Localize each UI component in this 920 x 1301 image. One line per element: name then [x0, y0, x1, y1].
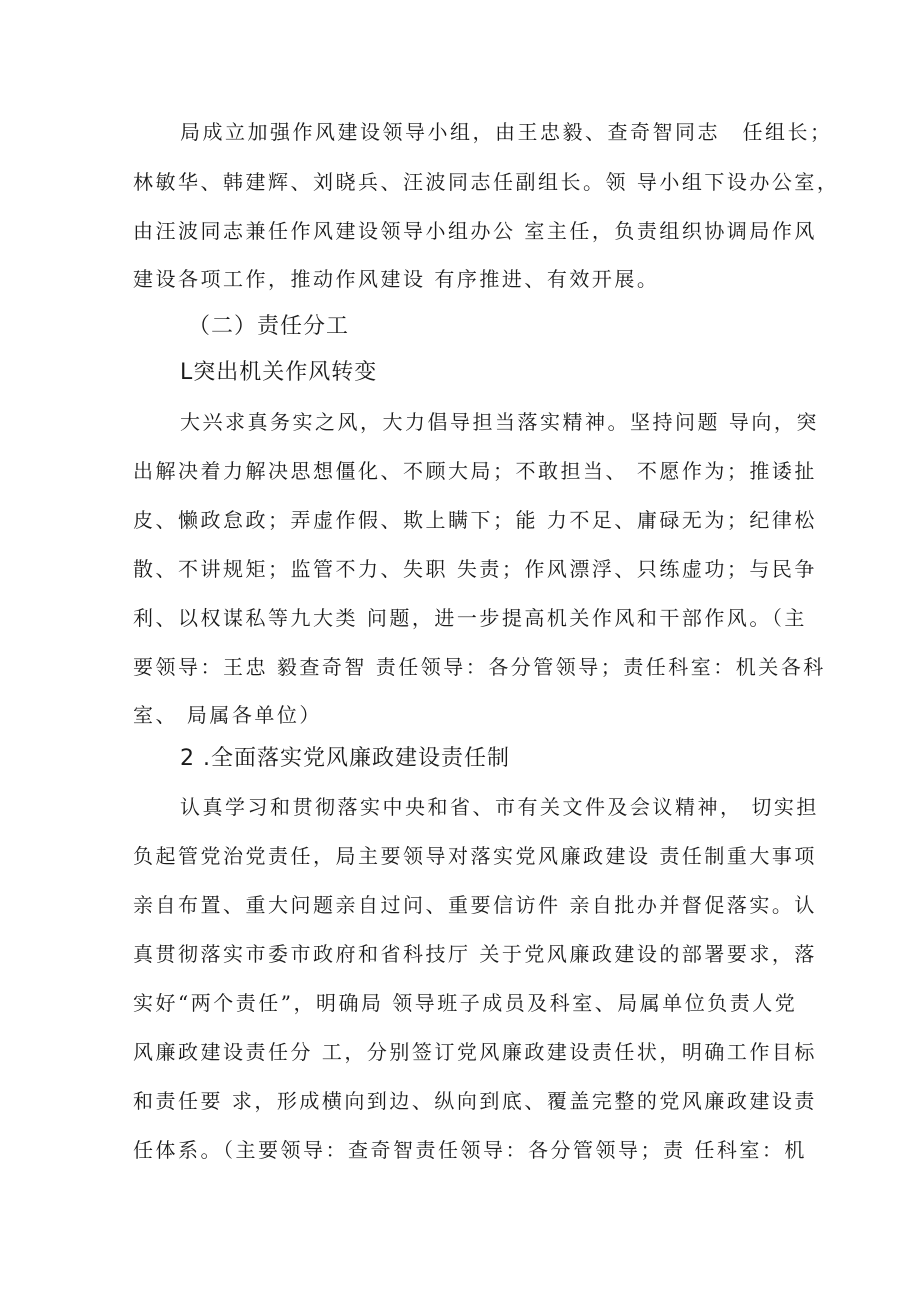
section-heading: （二）责任分工 — [188, 314, 350, 339]
item-heading: L突出机关作风转变 — [180, 360, 378, 385]
paragraph-line: 负起管党治党责任，局主要领导对落实党风廉政建设 责任制重大事项 — [133, 844, 817, 868]
paragraph-line: 和责任要 求，形成横向到边、纵向到底、覆盖完整的党风廉政建设责 — [133, 1089, 817, 1113]
paragraph-line: 建设各项工作，推动作风建设 有序推进、有效开展。 — [133, 267, 660, 291]
paragraph-line: 任体系。（主要领导：查奇智责任领导：各分管领导；责 任科室：机 — [133, 1138, 807, 1162]
paragraph-line: 亲自布置、重大问题亲自过问、重要信访件 亲自批办并督促落实。认 — [133, 893, 817, 917]
paragraph-line: 局成立加强作风建设领导小组，由王忠毅、查奇智同志 任组长； — [180, 120, 833, 144]
item-heading: 2 .全面落实党风廉政建设责任制 — [180, 746, 510, 771]
paragraph-line: 大兴求真务实之风，大力倡导担当落实精神。坚持问题 导向，突 — [180, 410, 819, 434]
paragraph-line: 出解决着力解决思想僵化、不顾大局；不敢担当、 不愿作为；推诿扯 — [133, 459, 817, 483]
paragraph-line: 皮、懒政怠政；弄虚作假、欺上瞒下；能 力不足、庸碌无为；纪律松 — [133, 508, 817, 532]
paragraph-line: 利、以权谋私等九大类 问题，进一步提高机关作风和干部作风。（主 — [133, 606, 807, 630]
paragraph-line: 真贯彻落实市委市政府和省科技厅 关于党风廉政建设的部署要求，落 — [133, 942, 817, 966]
paragraph-line: 室、 局属各单位） — [133, 703, 322, 727]
paragraph-line: 风廉政建设责任分 工，分别签订党风廉政建设责任状，明确工作目标 — [133, 1040, 817, 1064]
paragraph-line: 要领导：王忠 毅查奇智 责任领导：各分管领导；责任科室：机关各科 — [133, 655, 826, 679]
paragraph-line: 散、不讲规矩；监管不力、失职 失责；作风漂浮、只练虚功；与民争 — [133, 557, 817, 581]
paragraph-line: 林敏华、韩建辉、刘晓兵、汪波同志任副组长。领 导小组下设办公室， — [133, 170, 840, 194]
paragraph-line: 实好“两个责任”，明确局 领导班子成员及科室、局属单位负责人党 — [133, 991, 798, 1015]
paragraph-line: 认真学习和贯彻落实中央和省、市有关文件及会议精神， 切实担 — [180, 795, 819, 819]
paragraph-line: 由汪波同志兼任作风建设领导小组办公 室主任，负责组织协调局作风 — [133, 219, 817, 243]
